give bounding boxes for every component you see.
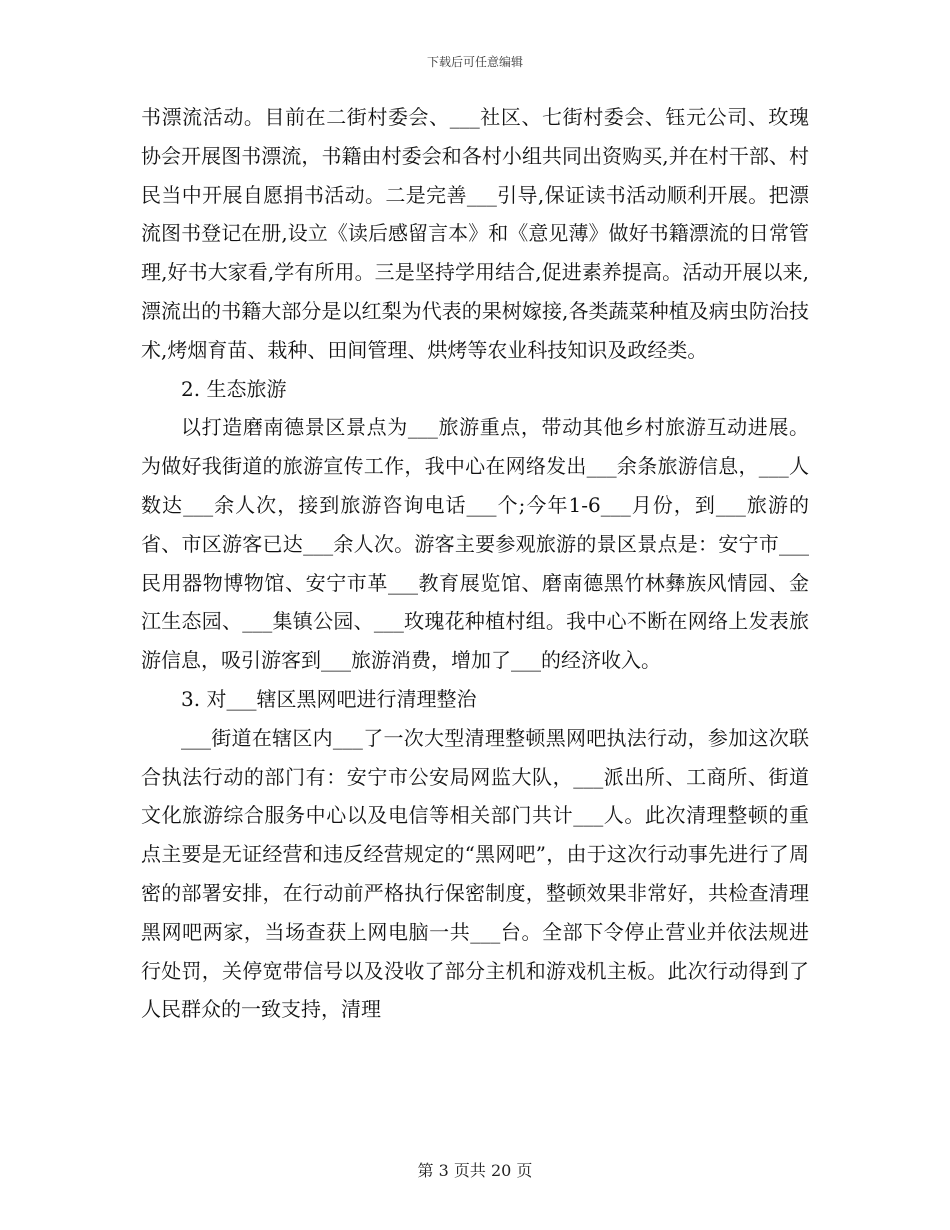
section-heading-eco-tourism: 2. 生态旅游 [181,376,287,401]
document-body [141,98,809,1029]
section-heading-internet-cafe-cleanup: 3. 对___辖区黑网吧进行清理整治 [181,686,477,711]
paragraph-book-drift: 书漂流活动。目前在二街村委会、___社区、七街村委会、钰元公司、玫瑰协会开展图书漂流，书籍由村委会和各村小组共同出资购买,并在村干部、村民当中开展自愿捐书活动。二是完善___引导,保证读书活动顺利开展。把漂流图书登记在册,设立《读后感留言本》和《意见薄》做好书籍漂流的日常管理,好书大家看,学有所用。三是坚持学用结合,促进素养提高。活动开展以来,漂流出的书籍大部分是以红梨为代表的果树嫁接,各类蔬菜种植及病虫防治技术,烤烟育苗、栽种、田间管理、烘烤等农业科技知识及政经类。 [141,105,809,362]
page-footer: 第 3 页共 20 页 [417,1161,533,1180]
page-header: 下载后可任意编辑 [426,55,523,69]
paragraph-eco-tourism: 以打造磨南德景区景点为___旅游重点，带动其他乡村旅游互动进展。为做好我街道的旅游宣传工作，我中心在网络发出___余条旅游信息，___人数达___余人次，接到旅游咨询电话___个;今年1-6___月份，到___旅游的省、市区游客已达___余人次。游客主要参观旅游的景区景点是：安宁市___民用器物博物馆、安宁市革___教育展览馆、磨南德黑竹林彝族风情园、金江生态园、___集镇公园、___玫瑰花种植村组。我中心不断在网络上发表旅游信息，吸引游客到___旅游消费，增加了___的经济收入。 [141,415,809,673]
paragraph-internet-cafe-cleanup: ___街道在辖区内___了一次大型清理整顿黑网吧执法行动，参加这次联合执法行动的部门有：安宁市公安局网监大队，___派出所、工商所、街道文化旅游综合服务中心以及电信等相关部门共计___人。此次清理整顿的重点主要是无证经营和违反经营规定的“黑网吧”，由于这次行动事先进行了周密的部署安排，在行动前严格执行保密制度，整顿效果非常好，共检查清理黑网吧两家，当场查获上网电脑一共___台。全部下令停止营业并依法规进行处罚，关停宽带信号以及没收了部分主机和游戏机主板。此次行动得到了人民群众的一致支持，清理 [141,725,809,1022]
